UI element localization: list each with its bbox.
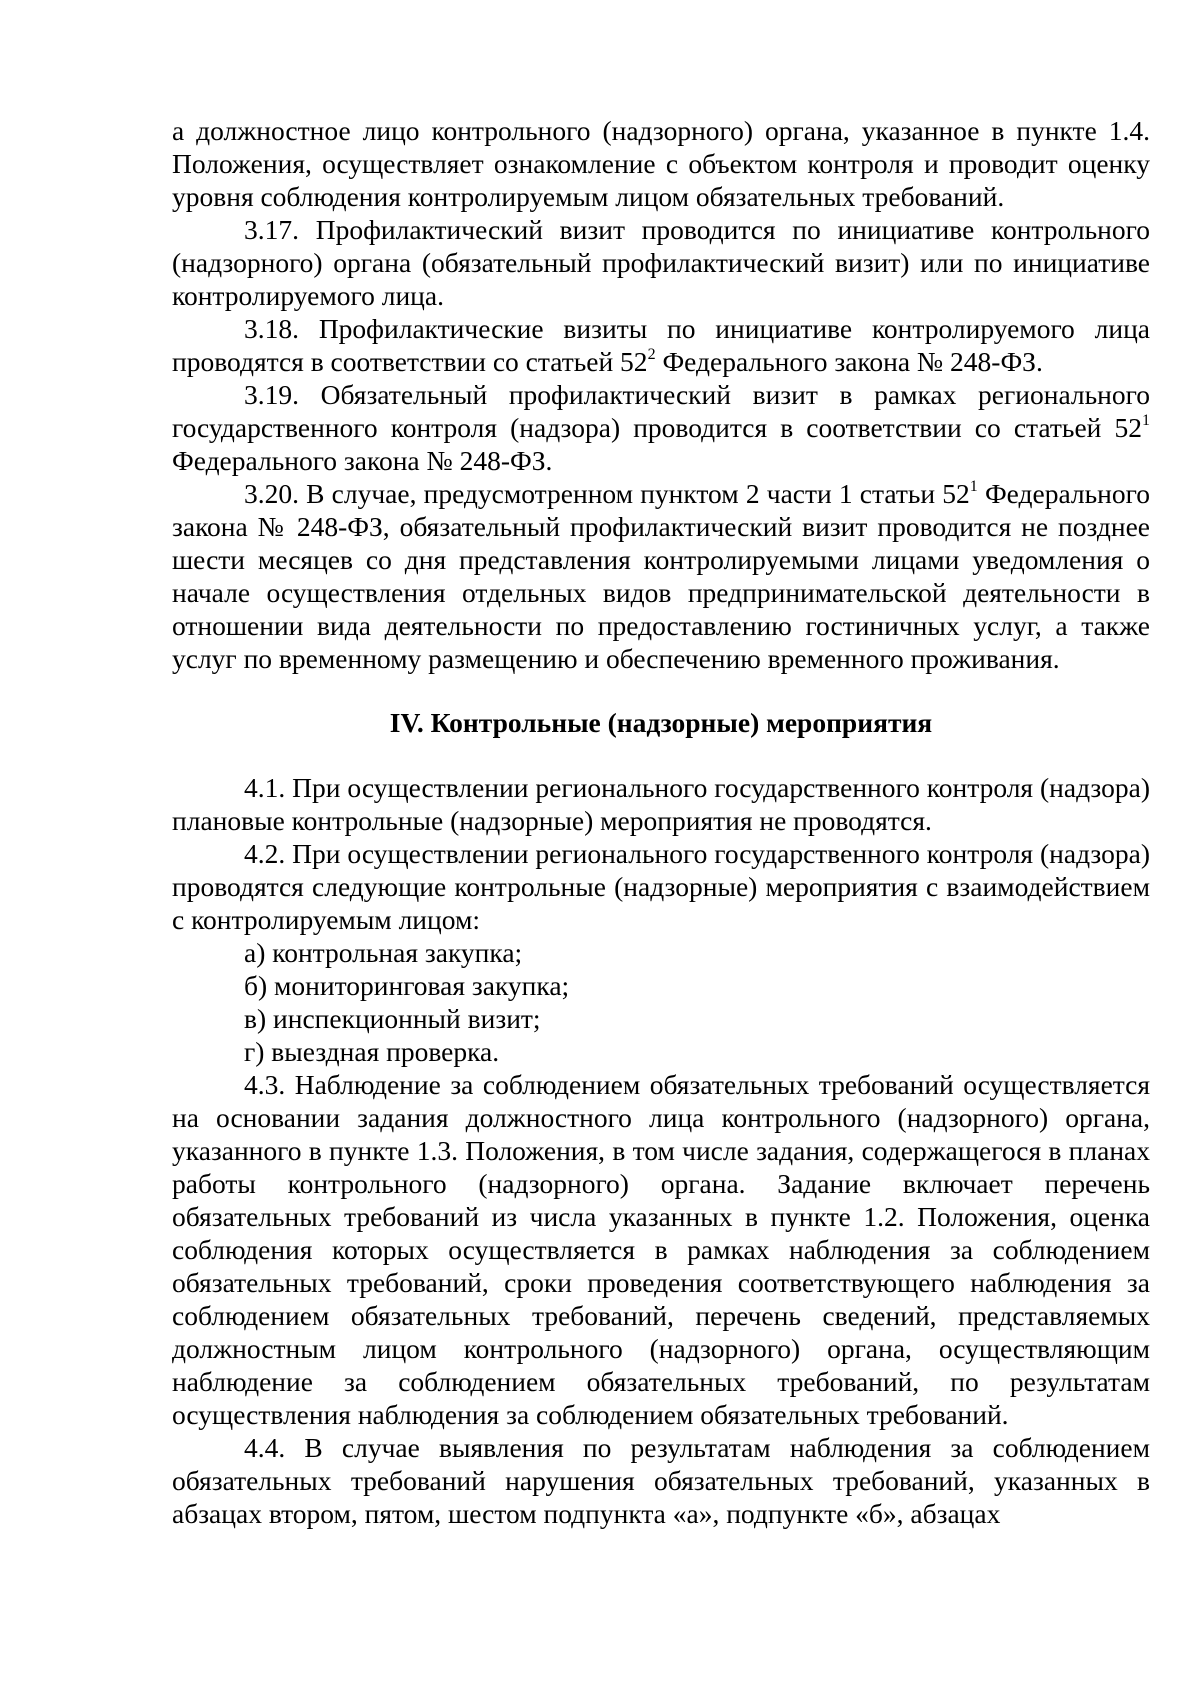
paragraph-3-20 bbox=[172, 477, 1150, 675]
list-item: а) контрольная закупка; bbox=[244, 937, 523, 968]
paragraph-3-16-continuation: а должностное лицо контрольного (надзорного) органа, указанное в пункте 1.4. Положения, осуществляет ознакомление с объектом контроля и проводит оценку уровня соблюдения контролируемым лицом обязательных требований. bbox=[172, 115, 1150, 212]
paragraph-3-20-text: 3.20. В случае, предусмотренном пунктом 2 части 1 статьи 52 bbox=[244, 478, 970, 509]
paragraph-3-18-text-end: Федерального закона № 248-ФЗ. bbox=[655, 346, 1043, 377]
superscript: 1 bbox=[1142, 412, 1150, 429]
section-heading: IV. Контрольные (надзорные) мероприятия bbox=[389, 707, 933, 738]
list-item: г) выездная проверка. bbox=[244, 1036, 500, 1067]
paragraph-3-18 bbox=[172, 312, 1150, 378]
paragraph-3-17: 3.17. Профилактический визит проводится по инициативе контрольного (надзорного) органа (обязательный профилактический визит) или по инициативе контролируемого лица. bbox=[172, 214, 1150, 311]
paragraph-3-19 bbox=[172, 378, 1150, 477]
paragraph-4-3: 4.3. Наблюдение за соблюдением обязательных требований осуществляется на основании задания должностного лица контрольного (надзорного) органа, указанного в пункте 1.3. Положения, в том числе задания, содержащегося в планах работы контрольного (надзорного) органа. Задание включает перечень обязательных требований из числа указанных в пункте 1.2. Положения, оценка соблюдения которых осуществляется в рамках наблюдения за соблюдением обязательных требований, сроки проведения соответствующего наблюдения за соблюдением обязательных требований, перечень сведений, представляемых должностным лицом контрольного (надзорного) органа, осуществляющим наблюдение за соблюдением обязательных требований, по результатам осуществления наблюдения за соблюдением обязательных требований. bbox=[172, 1069, 1150, 1430]
paragraph-3-18-text: 3.18. Профилактические визиты по инициативе контролируемого лица проводятся в соответствии со статьей 52 bbox=[172, 313, 1150, 377]
superscript: 2 bbox=[647, 346, 656, 363]
paragraph-3-19-text-end: Федерального закона № 248-ФЗ. bbox=[172, 445, 553, 476]
superscript: 1 bbox=[969, 478, 978, 495]
paragraph-3-19-text: 3.19. Обязательный профилактический визит в рамках регионального государственного контроля (надзора) проводится в соответствии со статьей 52 bbox=[172, 379, 1150, 443]
list-item: б) мониторинговая закупка; bbox=[244, 970, 570, 1001]
list-item: в) инспекционный визит; bbox=[244, 1003, 541, 1034]
paragraph-4-1: 4.1. При осуществлении регионального государственного контроля (надзора) плановые контрольные (надзорные) мероприятия не проводятся. bbox=[172, 772, 1150, 836]
document-body bbox=[172, 114, 1150, 1530]
paragraph-3-20-text-end: Федерального закона № 248-ФЗ, обязательный профилактический визит проводится не позднее шести месяцев со дня представления контролируемыми лицами уведомления о начале осуществления отдельных видов предпринимательской деятельности в отношении вида деятельности по предоставлению гостиничных услуг, а также услуг по временному размещению и обеспечению временного проживания. bbox=[172, 478, 1150, 674]
paragraph-4-2: 4.2. При осуществлении регионального государственного контроля (надзора) проводятся следующие контрольные (надзорные) мероприятия с взаимодействием с контролируемым лицом: bbox=[172, 838, 1150, 935]
paragraph-4-4: 4.4. В случае выявления по результатам наблюдения за соблюдением обязательных требований нарушения обязательных требований, указанных в абзацах втором, пятом, шестом подпункта «а», подпункте «б», абзацах bbox=[172, 1432, 1150, 1529]
